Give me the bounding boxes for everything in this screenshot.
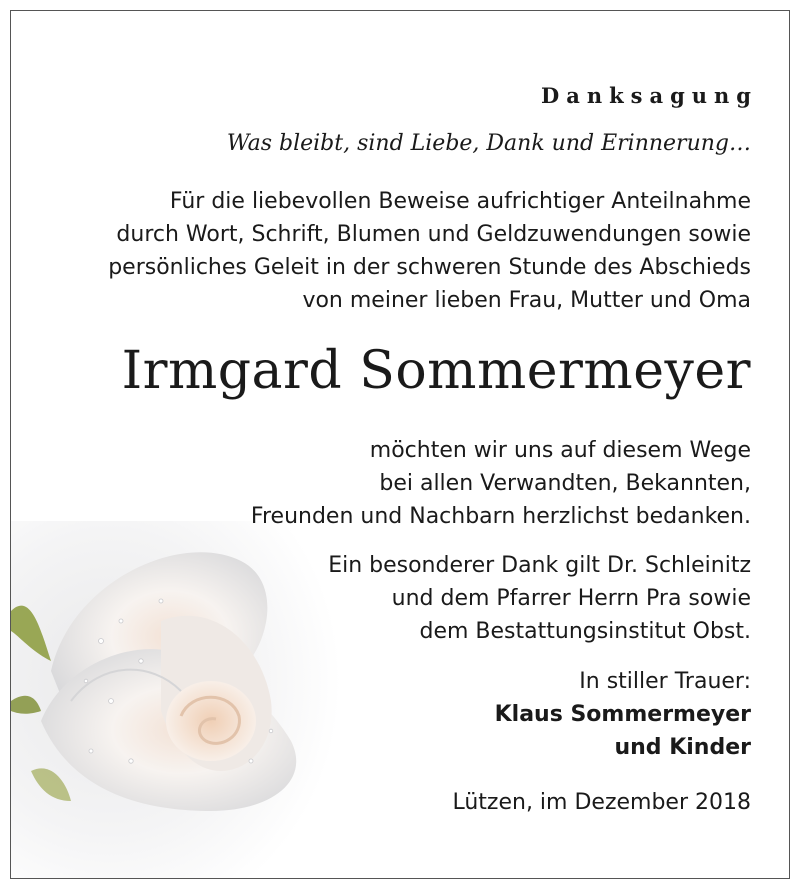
- thanks-paragraph: [251, 434, 751, 533]
- thanks-line: Freunden und Nachbarn herzlichst bedanken.: [250, 504, 751, 529]
- intro-line: von meiner lieben Frau, Mutter und Oma: [302, 288, 751, 313]
- mourning-block: [495, 665, 751, 764]
- signer-name: und Kinder: [614, 735, 751, 760]
- intro-line: Für die liebevollen Beweise aufrichtiger Anteilnahme: [169, 189, 751, 214]
- intro-line: durch Wort, Schrift, Blumen und Geldzuwendungen sowie: [116, 222, 751, 247]
- special-thanks-line: und dem Pfarrer Herrn Pra sowie: [391, 586, 751, 611]
- place-date: Lützen, im Dezember 2018: [452, 790, 751, 815]
- signer-name: Klaus Sommermeyer: [494, 702, 751, 727]
- special-thanks-paragraph: [328, 549, 751, 648]
- intro-line: persönliches Geleit in der schweren Stunde des Abschieds: [108, 255, 751, 280]
- obituary-card: [10, 10, 790, 879]
- motto-text: Was bleibt, sind Liebe, Dank und Erinnerung…: [226, 131, 751, 156]
- special-thanks-line: Ein besonderer Dank gilt Dr. Schleinitz: [328, 553, 751, 578]
- special-thanks-line: dem Bestattungsinstitut Obst.: [419, 619, 751, 644]
- intro-paragraph: [108, 185, 751, 317]
- notice-heading: Danksagung: [541, 83, 758, 108]
- mourning-label: In stiller Trauer:: [579, 669, 751, 694]
- thanks-line: möchten wir uns auf diesem Wege: [369, 438, 751, 463]
- deceased-name: Irmgard Sommermeyer: [121, 341, 751, 401]
- thanks-line: bei allen Verwandten, Bekannten,: [379, 471, 751, 496]
- white-rose-image: [11, 521, 341, 878]
